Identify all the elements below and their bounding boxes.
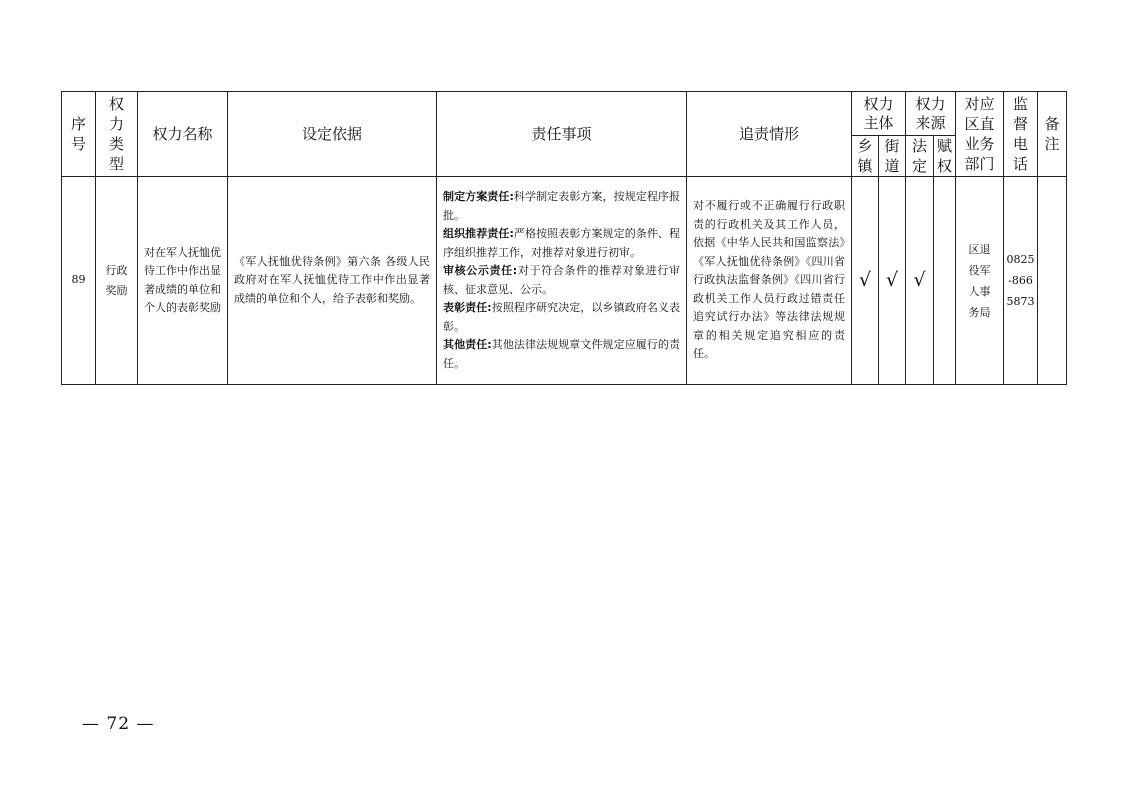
header-type: 权力类型 <box>96 92 138 177</box>
header-responsibility: 责任事项 <box>437 92 687 177</box>
responsibility-item: 审核公示责任:对于符合条件的推荐对象进行审核、征求意见、公示。 <box>443 264 681 296</box>
header-source-legal: 法定 <box>906 136 934 177</box>
row-type: 行政奖励 <box>96 177 138 385</box>
header-name: 权力名称 <box>138 92 228 177</box>
header-phone: 监督电话 <box>1004 92 1038 177</box>
header-basis: 设定依据 <box>228 92 437 177</box>
header-seq: 序号 <box>62 92 96 177</box>
town-check-mark: √ <box>852 177 879 385</box>
page-number: — 72 — <box>82 714 155 734</box>
row-basis: 《军人抚恤优待条例》第六条 各级人民政府对在军人抚恤优待工作中作出显著成绩的单位和个人，给予表彰和奖励。 <box>228 177 437 385</box>
row-dept: 区退役军人事务局 <box>956 177 1004 385</box>
header-dept: 对应区直业务部门 <box>956 92 1004 177</box>
header-remark: 备注 <box>1038 92 1067 177</box>
responsibility-item: 组织推荐责任:严格按照表彰方案规定的条件、程序组织推荐工作，对推荐对象进行初审。 <box>443 227 680 259</box>
header-source: 权力来源 <box>906 92 956 136</box>
legal-check-mark: √ <box>906 177 934 385</box>
header-subject: 权力主体 <box>852 92 906 136</box>
row-phone: 0825-8665873 <box>1004 177 1038 385</box>
street-check-mark: √ <box>879 177 906 385</box>
row-power-name: 对在军人抚恤优待工作中作出显著成绩的单位和个人的表彰奖励 <box>138 177 228 385</box>
row-remark <box>1038 177 1067 385</box>
header-subject-town: 乡镇 <box>852 136 879 177</box>
responsibility-item: 其他责任:其他法律法规规章文件规定应履行的责任。 <box>443 338 680 370</box>
granted-cell <box>934 177 956 385</box>
header-accountability: 追责情形 <box>687 92 852 177</box>
header-source-granted: 赋权 <box>934 136 956 177</box>
row-accountability: 对不履行或不正确履行行政职责的行政机关及其工作人员，依据《中华人民共和国监察法》《军人抚恤优待条例》《四川省行政执法监督条例》《四川省行政机关工作人员行政过错责任追究试行办法》等法律法规规章的相关规定追究相应的责任。 <box>687 177 852 385</box>
responsibility-item: 表彰责任:按照程序研究决定，以乡镇政府名义表彰。 <box>443 301 680 333</box>
header-subject-street: 街道 <box>879 136 906 177</box>
row-responsibilities <box>437 177 687 385</box>
row-seq: 89 <box>62 177 96 385</box>
table-row <box>62 177 1067 385</box>
power-list-table <box>61 91 1067 385</box>
responsibility-item: 制定方案责任:科学制定表彰方案，按规定程序报批。 <box>443 190 680 222</box>
